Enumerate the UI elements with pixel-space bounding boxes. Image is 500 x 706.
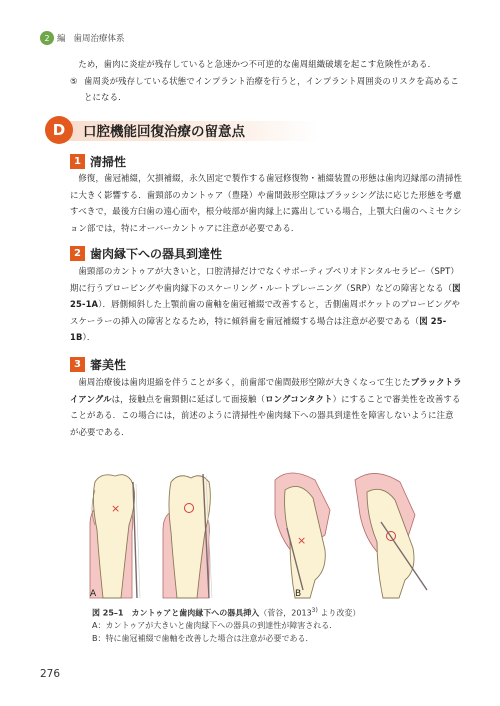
text-run: ）にすることで審美性を改善することがある．この場合には，前述のように清掃性や歯肉縁下への器具到達性を障害しないように注意が必要である． xyxy=(70,393,461,437)
subsection-number: 3 xyxy=(70,357,85,372)
figure-25-1 xyxy=(85,470,435,600)
list-item-5 xyxy=(70,73,462,106)
caption-source-end: より改変） xyxy=(317,608,361,618)
intro-line: ため，歯肉に炎症が残存していると急速かつ不可逆的な歯周組織破壊を起こす危険性がある． xyxy=(78,59,437,69)
part-label: 編 xyxy=(57,34,66,44)
figure-caption xyxy=(92,605,360,645)
paragraph xyxy=(70,263,462,346)
subsection-title: 清掃性 xyxy=(90,155,127,169)
section-heading xyxy=(45,116,465,144)
text-run: ）． xyxy=(82,332,96,342)
subsection-heading-3 xyxy=(70,356,126,373)
subsection-body-3 xyxy=(70,374,462,440)
page-number: 276 xyxy=(40,668,61,680)
figure-label-b: B xyxy=(295,589,302,599)
intro-block xyxy=(70,56,462,106)
figure-label-a: A xyxy=(90,589,97,599)
caption-b: B：特に歯冠補綴で歯軸を改善した場合は注意が必要である． xyxy=(92,633,314,643)
tooth-b-corrected xyxy=(355,473,427,598)
subsection-title: 歯肉縁下への器具到達性 xyxy=(90,247,223,261)
header-title: 歯周治療体系 xyxy=(73,34,125,44)
caption-ref: 3) xyxy=(311,607,318,614)
subsection-heading-2 xyxy=(70,245,222,262)
caption-source: （菅谷，2013 xyxy=(259,608,312,618)
paragraph: 修復，歯冠補綴，欠損補綴，永久固定で製作する歯冠修復物・補綴装置の形態は歯肉辺縁部の清掃性に大きく影響する．歯頸部のカントゥア（豊隆）や歯間鼓形空隙はブラッシング法に応じた形態を考慮すべきで，最後方臼歯の遠心面や，根分岐部が歯肉縁上に露出している場合，上顎大臼歯のヘミセクション部では，特にオーバーカントゥアに注意が必要である． xyxy=(70,173,463,233)
figure-ref-b: 図 25-1B xyxy=(70,315,447,342)
tooth-a-overcontour xyxy=(90,475,140,598)
section-letter: D xyxy=(45,116,73,144)
subsection-title: 審美性 xyxy=(90,358,127,372)
caption-a: A：カントゥアが大きいと歯肉縁下への器具の到達性が障害される． xyxy=(92,621,338,631)
caption-title: 図 25–1 カントゥアと歯肉縁下への器具挿入 xyxy=(92,608,260,618)
text-run: ）．唇側傾斜した上顎前歯の歯軸を歯冠補綴で改善すると，舌側歯周ポケットのプロービングやスケーラーの挿入の障害となるため，特に傾斜歯を歯冠補綴する場合は注意が必要である（ xyxy=(70,299,460,326)
figure-ref-a: 図 25-1A xyxy=(70,282,461,309)
subsection-number: 1 xyxy=(70,154,85,169)
running-header xyxy=(40,30,125,46)
term-long-contact: ロングコンタクト xyxy=(265,393,333,404)
text-run: 歯周治療後は歯肉退縮を伴うことが多く，前歯部で歯間鼓形空隙が大きくなって生じた xyxy=(78,377,411,387)
subsection-heading-1 xyxy=(70,153,126,170)
tooth-a-normal xyxy=(163,474,212,598)
mark-bad-a: × xyxy=(111,502,121,515)
text-run: は，接触点を歯頸側に延ばして面接触（ xyxy=(111,393,266,404)
part-badge: 2 xyxy=(40,31,54,45)
caption-title-line xyxy=(92,605,360,620)
section-title: 口腔機能回復治療の留意点 xyxy=(83,124,245,140)
tooth-b-tilted xyxy=(275,473,330,598)
subsection-body-1 xyxy=(70,170,462,236)
term-black-triangle: ブラックトライアングル xyxy=(70,377,462,404)
paragraph xyxy=(70,374,462,440)
list-number: ⑤ xyxy=(70,75,78,86)
text-run: 歯頸部のカントゥアが大きいと，口腔清掃だけでなくサポーティブペリオドンタルセラピー（SPT）期に行うプロービングや歯肉縁下のスケーリング・ルートプレーニング（SRP）などの障害となる（ xyxy=(70,266,459,293)
mark-bad-b: × xyxy=(297,534,307,547)
subsection-body-2 xyxy=(70,263,462,346)
list-text: 歯周炎が残存している状態でインプラント治療を行うと，インプラント周囲炎のリスクを高めることになる． xyxy=(84,75,459,102)
subsection-number: 2 xyxy=(70,246,85,261)
